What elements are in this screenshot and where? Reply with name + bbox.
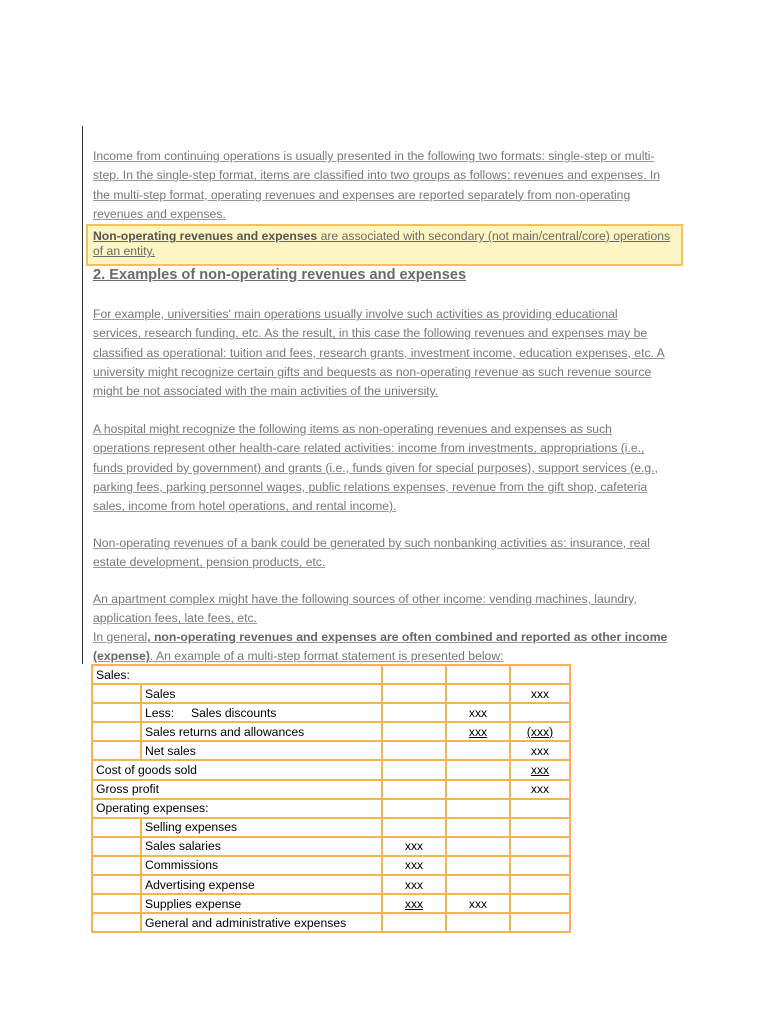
- definition-text: [93, 229, 673, 259]
- statement-label: Cost of goods sold: [92, 760, 382, 779]
- bank-paragraph: Non-operating revenues of a bank could be generated by such nonbanking activities as: insurance, real estate development, pension products, etc.: [93, 536, 650, 570]
- sales-discounts-label: Sales discounts: [191, 705, 277, 720]
- table-row: [92, 665, 570, 684]
- table-row: [92, 741, 570, 760]
- statement-label: Supplies expense: [141, 894, 382, 913]
- table-row: [92, 722, 570, 741]
- hospital-paragraph: A hospital might recognize the following items as non-operating revenues and expenses as such operations represent other health-care related activities: income from investments, appropriations (i.e., funds provided by government) and grants (i.e., funds given for special purposes), support services (e.g., parking fees, parking personnel wages, public relations expenses, revenue from the gift shop, cafeteria sales, income from hotel operations, and rental income).: [93, 422, 658, 514]
- table-row: [92, 856, 570, 875]
- statement-label: Sales returns and allowances: [141, 722, 382, 741]
- less-label: Less:: [145, 705, 175, 720]
- definition-term: Non-operating revenues and expenses: [93, 229, 318, 243]
- table-row: [92, 837, 570, 856]
- table-row: [92, 913, 570, 932]
- general-suffix: . An example of a multi-step format statement is presented below:: [149, 649, 504, 664]
- amount-cell: xxx: [382, 837, 446, 856]
- statement-label: [141, 703, 382, 722]
- amount-cell: xxx: [446, 703, 510, 722]
- statement-label: Net sales: [141, 741, 382, 760]
- table-row: [92, 799, 570, 818]
- table-row: [92, 684, 570, 703]
- definition-rest: are associated with secondary (not main/central/core) operations of an entity.: [93, 229, 671, 258]
- amount-cell: xxx: [510, 780, 570, 799]
- intro-paragraph: Income from continuing operations is usually presented in the following two formats: single-step or multi-step. In the single-step format, items are classified into two groups as follows: revenues and expenses. In the multi-step format, operating revenues and expenses are reported separately from non-operating revenues and expenses.: [93, 149, 661, 221]
- table-row: [92, 703, 570, 722]
- university-paragraph: For example, universities' main operations usually involve such activities as providing educational services, research funding, etc. As the result, in this case the following revenues and expenses may be classified as operational: tuition and fees, research grants, investment income, education expenses, etc. A university might recognize certain gifts and bequests as non-operating revenue as such revenue source might be not associated with the main activities of the university.: [93, 307, 665, 399]
- general-prefix: In general: [93, 630, 148, 644]
- statement-label: Gross profit: [92, 780, 382, 799]
- margin-line: [82, 126, 83, 664]
- statement-label: Advertising expense: [141, 875, 382, 894]
- table-row: [92, 780, 570, 799]
- statement-label: Operating expenses:: [92, 799, 382, 818]
- amount-cell: xxx: [382, 856, 446, 875]
- statement-label: Sales salaries: [141, 837, 382, 856]
- statement-label: Commissions: [141, 856, 382, 875]
- income-statement-table: [91, 664, 571, 933]
- amount-cell: xxx: [382, 875, 446, 894]
- statement-label: Selling expenses: [141, 818, 382, 837]
- general-bold: , non-operating revenues and expenses are often combined and reported as other income (expense): [93, 630, 668, 664]
- table-row: [92, 894, 570, 913]
- amount-cell: xxx: [510, 684, 570, 703]
- statement-label: Sales: [141, 684, 382, 703]
- amount-cell: xxx: [510, 741, 570, 760]
- general-paragraph: [93, 628, 668, 667]
- amount-cell: xxx: [510, 760, 570, 779]
- statement-label: Sales:: [92, 665, 382, 684]
- table-row: [92, 760, 570, 779]
- table-row: [92, 818, 570, 837]
- statement-label: General and administrative expenses: [141, 913, 382, 932]
- amount-cell: xxx: [446, 722, 510, 741]
- amount-cell: (xxx): [510, 722, 570, 741]
- section-heading: 2. Examples of non-operating revenues and expenses: [93, 267, 467, 283]
- amount-cell: xxx: [382, 894, 446, 913]
- amount-cell: xxx: [446, 894, 510, 913]
- apartment-paragraph: An apartment complex might have the following sources of other income: vending machines, laundry, application fees, late fees, etc.: [93, 592, 637, 626]
- table-row: [92, 875, 570, 894]
